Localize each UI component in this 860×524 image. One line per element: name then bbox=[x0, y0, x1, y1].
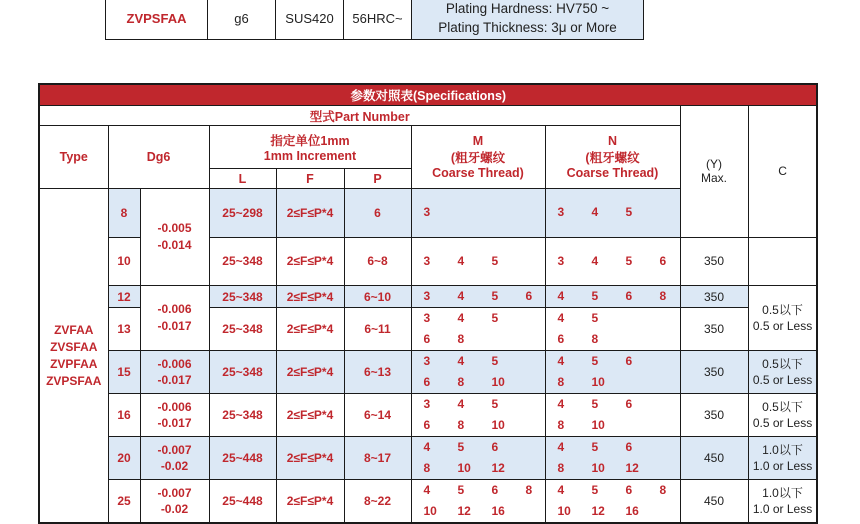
thread-size: 16 bbox=[491, 504, 505, 518]
f-range: 2≤F≤P*4 bbox=[276, 394, 344, 437]
n-threads bbox=[545, 308, 680, 351]
thread-size: 8 bbox=[557, 418, 565, 432]
thread-size: 3 bbox=[423, 205, 431, 220]
type-zvpfaa: ZVPFAA bbox=[50, 356, 98, 371]
type-zvpsfaa: ZVPSFAA bbox=[46, 373, 102, 388]
type-header: Type bbox=[39, 126, 108, 189]
thread-size: 5 bbox=[591, 440, 599, 454]
top-spec-table bbox=[105, 0, 644, 40]
thread-size: 5 bbox=[491, 253, 499, 268]
thread-size: 8 bbox=[423, 461, 431, 475]
thread-size: 10 bbox=[491, 418, 505, 432]
thread-size: 10 bbox=[491, 375, 505, 389]
thread-size: 5 bbox=[491, 397, 499, 411]
m-threads bbox=[411, 237, 545, 286]
m-threads bbox=[411, 286, 545, 308]
f-range: 2≤F≤P*4 bbox=[276, 480, 344, 524]
n-threads bbox=[545, 189, 680, 238]
m-threads bbox=[411, 437, 545, 480]
m-label: M bbox=[472, 134, 484, 148]
p-range: 6~11 bbox=[344, 308, 411, 351]
type-list bbox=[39, 189, 108, 524]
thread-size: 6 bbox=[625, 354, 633, 368]
table-row bbox=[39, 394, 817, 437]
thread-size: 5 bbox=[457, 440, 465, 454]
thread-size: 12 bbox=[625, 461, 639, 475]
thread-line bbox=[424, 458, 545, 479]
diameter: 20 bbox=[108, 437, 140, 480]
thread-size: 12 bbox=[491, 461, 505, 475]
thread-line bbox=[424, 286, 545, 307]
type-zvfaa: ZVFAA bbox=[54, 322, 94, 337]
thread-line bbox=[558, 437, 680, 458]
y-max: 350 bbox=[680, 351, 748, 394]
tol-upper: -0.006 bbox=[157, 357, 192, 371]
n-threads bbox=[545, 437, 680, 480]
thread-size: 5 bbox=[591, 311, 599, 325]
table-row bbox=[39, 286, 817, 308]
max-label: Max. bbox=[700, 171, 727, 186]
thread-line bbox=[558, 251, 680, 272]
thread-line bbox=[558, 308, 680, 329]
diameter: 10 bbox=[108, 237, 140, 286]
tolerance bbox=[140, 351, 209, 394]
p-range: 6~13 bbox=[344, 351, 411, 394]
thread-size: 5 bbox=[491, 354, 499, 368]
thread-size: 4 bbox=[457, 397, 465, 411]
tolerance bbox=[140, 189, 209, 286]
thread-size: 6 bbox=[625, 440, 633, 454]
thread-size: 6 bbox=[491, 440, 499, 454]
n-en: Coarse Thread) bbox=[566, 166, 659, 180]
tolerance bbox=[140, 394, 209, 437]
c-value bbox=[748, 286, 817, 351]
thread-size: 16 bbox=[625, 504, 639, 518]
thread-size: 4 bbox=[557, 397, 565, 411]
thread-size: 3 bbox=[557, 253, 565, 268]
thread-size: 5 bbox=[591, 354, 599, 368]
thread-size: 8 bbox=[525, 483, 533, 497]
y-max: 350 bbox=[680, 237, 748, 286]
thread-size: 4 bbox=[457, 354, 465, 368]
thread-size: 3 bbox=[423, 354, 431, 368]
type-zvsfaa: ZVSFAA bbox=[50, 339, 98, 354]
diameter: 13 bbox=[108, 308, 140, 351]
thread-size: 3 bbox=[423, 311, 431, 325]
p-range: 6~10 bbox=[344, 286, 411, 308]
c-en: 1.0 or Less bbox=[752, 459, 813, 473]
tol-upper: -0.007 bbox=[157, 486, 192, 500]
top-part-number: ZVPSFAA bbox=[106, 0, 208, 40]
c-cn: 0.5以下 bbox=[762, 400, 803, 414]
f-range: 2≤F≤P*4 bbox=[276, 308, 344, 351]
p-range: 6~8 bbox=[344, 237, 411, 286]
part-number-header: 型式Part Number bbox=[39, 106, 680, 126]
tol-upper: -0.007 bbox=[157, 443, 192, 457]
length-range: 25~348 bbox=[209, 394, 276, 437]
thread-size: 8 bbox=[457, 332, 465, 346]
m-threads bbox=[411, 308, 545, 351]
thread-size: 6 bbox=[423, 418, 431, 432]
thread-line bbox=[558, 415, 680, 436]
thread-size: 5 bbox=[625, 205, 633, 220]
m-threads bbox=[411, 351, 545, 394]
y-max: 350 bbox=[680, 308, 748, 351]
table-row bbox=[39, 480, 817, 524]
y-max: 350 bbox=[680, 394, 748, 437]
plating-thickness: Plating Thickness: 3μ or More bbox=[438, 20, 617, 35]
thread-size: 6 bbox=[625, 397, 633, 411]
thread-size: 8 bbox=[659, 289, 667, 303]
thread-size: 10 bbox=[591, 375, 605, 389]
c-cn: 0.5以下 bbox=[762, 357, 803, 371]
top-material: SUS420 bbox=[276, 0, 344, 40]
n-threads bbox=[545, 394, 680, 437]
thread-line bbox=[558, 202, 680, 223]
p-range: 6 bbox=[344, 189, 411, 238]
thread-size: 4 bbox=[557, 289, 565, 303]
tol-upper: -0.006 bbox=[157, 302, 192, 316]
thread-size: 6 bbox=[423, 332, 431, 346]
c-cn: 0.5以下 bbox=[762, 303, 803, 317]
length-range: 25~348 bbox=[209, 308, 276, 351]
c-en: 0.5 or Less bbox=[752, 416, 813, 430]
thread-size: 3 bbox=[423, 289, 431, 303]
thread-line bbox=[424, 480, 545, 501]
thread-size: 5 bbox=[491, 311, 499, 325]
length-range: 25~298 bbox=[209, 189, 276, 238]
thread-size: 3 bbox=[423, 397, 431, 411]
thread-size: 6 bbox=[423, 375, 431, 389]
c-en: 0.5 or Less bbox=[752, 373, 813, 387]
y-max: 450 bbox=[680, 437, 748, 480]
increment-en: 1mm Increment bbox=[263, 149, 357, 163]
thread-size: 6 bbox=[659, 253, 667, 268]
tolerance bbox=[140, 437, 209, 480]
n-cn: (粗牙螺纹 bbox=[585, 151, 640, 165]
diameter: 15 bbox=[108, 351, 140, 394]
length-range: 25~348 bbox=[209, 286, 276, 308]
p-header: P bbox=[344, 169, 411, 189]
increment-header bbox=[209, 126, 411, 169]
c-header: C bbox=[748, 106, 817, 238]
thread-line bbox=[558, 286, 680, 307]
n-threads bbox=[545, 480, 680, 524]
thread-size: 10 bbox=[591, 461, 605, 475]
table-row bbox=[39, 437, 817, 480]
thread-line bbox=[424, 501, 545, 522]
thread-size: 4 bbox=[423, 483, 431, 497]
thread-line bbox=[424, 437, 545, 458]
thread-line bbox=[424, 202, 545, 223]
thread-size: 10 bbox=[457, 461, 471, 475]
c-value bbox=[748, 480, 817, 524]
m-en: Coarse Thread) bbox=[432, 166, 524, 180]
thread-size: 4 bbox=[557, 483, 565, 497]
thread-size: 3 bbox=[557, 205, 565, 220]
tol-upper: -0.006 bbox=[157, 400, 192, 414]
table-row bbox=[39, 351, 817, 394]
length-range: 25~348 bbox=[209, 351, 276, 394]
thread-size: 4 bbox=[457, 311, 465, 325]
thread-size: 10 bbox=[557, 504, 571, 518]
thread-line bbox=[424, 308, 545, 329]
thread-line bbox=[558, 351, 680, 372]
thread-size: 4 bbox=[557, 311, 565, 325]
thread-size: 5 bbox=[591, 483, 599, 497]
thread-line bbox=[558, 458, 680, 479]
f-range: 2≤F≤P*4 bbox=[276, 237, 344, 286]
thread-size: 6 bbox=[625, 483, 633, 497]
c-cn: 1.0以下 bbox=[762, 443, 803, 457]
thread-size: 5 bbox=[491, 289, 499, 303]
tolerance bbox=[140, 480, 209, 524]
thread-size: 12 bbox=[591, 504, 605, 518]
diameter: 12 bbox=[108, 286, 140, 308]
thread-size: 12 bbox=[457, 504, 471, 518]
thread-line bbox=[558, 329, 680, 350]
tolerance bbox=[140, 286, 209, 351]
m-threads bbox=[411, 394, 545, 437]
tol-lower: -0.017 bbox=[157, 416, 192, 430]
thread-size: 4 bbox=[457, 289, 465, 303]
plating-hardness: Plating Hardness: HV750 ~ bbox=[445, 1, 610, 16]
c-value bbox=[748, 437, 817, 480]
tol-lower: -0.014 bbox=[157, 238, 192, 252]
m-threads bbox=[411, 189, 545, 238]
thread-line bbox=[424, 415, 545, 436]
n-label: N bbox=[607, 134, 618, 148]
thread-line bbox=[558, 372, 680, 393]
length-range: 25~448 bbox=[209, 437, 276, 480]
f-range: 2≤F≤P*4 bbox=[276, 437, 344, 480]
top-row bbox=[106, 0, 644, 40]
f-range: 2≤F≤P*4 bbox=[276, 351, 344, 394]
thread-line bbox=[424, 394, 545, 415]
y-label: (Y) bbox=[706, 157, 722, 172]
y-max: 350 bbox=[680, 286, 748, 308]
c-en: 1.0 or Less bbox=[752, 502, 813, 516]
thread-size: 4 bbox=[591, 253, 599, 268]
thread-size: 6 bbox=[525, 289, 533, 303]
f-range: 2≤F≤P*4 bbox=[276, 189, 344, 238]
thread-size: 6 bbox=[557, 332, 565, 346]
n-threads bbox=[545, 351, 680, 394]
n-header bbox=[545, 126, 680, 189]
length-range: 25~448 bbox=[209, 480, 276, 524]
n-threads bbox=[545, 237, 680, 286]
l-header: L bbox=[209, 169, 276, 189]
thread-size: 8 bbox=[457, 375, 465, 389]
thread-size: 4 bbox=[457, 253, 465, 268]
c-cn: 1.0以下 bbox=[762, 486, 803, 500]
c-value bbox=[748, 394, 817, 437]
thread-size: 6 bbox=[491, 483, 499, 497]
thread-size: 10 bbox=[591, 418, 605, 432]
f-header: F bbox=[276, 169, 344, 189]
tol-upper: -0.005 bbox=[157, 221, 192, 235]
thread-line bbox=[558, 501, 680, 522]
c-value bbox=[748, 351, 817, 394]
n-threads bbox=[545, 286, 680, 308]
thread-line bbox=[424, 372, 545, 393]
thread-size: 8 bbox=[457, 418, 465, 432]
increment-cn: 指定单位1mm bbox=[270, 134, 350, 148]
thread-size: 5 bbox=[625, 253, 633, 268]
y-max-header bbox=[680, 106, 748, 238]
thread-line bbox=[424, 351, 545, 372]
tol-lower: -0.02 bbox=[160, 459, 189, 473]
f-range: 2≤F≤P*4 bbox=[276, 286, 344, 308]
thread-size: 8 bbox=[659, 483, 667, 497]
tol-lower: -0.017 bbox=[157, 373, 192, 387]
thread-size: 4 bbox=[591, 205, 599, 220]
thread-size: 6 bbox=[625, 289, 633, 303]
diameter: 16 bbox=[108, 394, 140, 437]
p-range: 8~17 bbox=[344, 437, 411, 480]
thread-line bbox=[424, 329, 545, 350]
thread-line bbox=[558, 480, 680, 501]
specifications-table bbox=[38, 83, 818, 524]
y-max: 450 bbox=[680, 480, 748, 524]
length-range: 25~348 bbox=[209, 237, 276, 286]
thread-size: 5 bbox=[457, 483, 465, 497]
top-hardness: 56HRC~ bbox=[344, 0, 412, 40]
thread-size: 4 bbox=[557, 354, 565, 368]
spec-title: 参数对照表(Specifications) bbox=[39, 84, 817, 106]
thread-line bbox=[424, 251, 545, 272]
tol-lower: -0.02 bbox=[160, 502, 189, 516]
thread-size: 4 bbox=[557, 440, 565, 454]
thread-size: 8 bbox=[591, 332, 599, 346]
thread-size: 8 bbox=[557, 375, 565, 389]
diameter: 8 bbox=[108, 189, 140, 238]
c-en: 0.5 or Less bbox=[752, 319, 813, 333]
thread-size: 3 bbox=[423, 253, 431, 268]
thread-size: 8 bbox=[557, 461, 565, 475]
dg6-header: Dg6 bbox=[108, 126, 209, 189]
thread-size: 10 bbox=[423, 504, 437, 518]
thread-size: 5 bbox=[591, 397, 599, 411]
m-header bbox=[411, 126, 545, 189]
p-range: 6~14 bbox=[344, 394, 411, 437]
thread-size: 4 bbox=[423, 440, 431, 454]
thread-line bbox=[558, 394, 680, 415]
diameter: 25 bbox=[108, 480, 140, 524]
p-range: 8~22 bbox=[344, 480, 411, 524]
m-cn: (粗牙螺纹 bbox=[450, 151, 506, 165]
tol-lower: -0.017 bbox=[157, 319, 192, 333]
top-tolerance: g6 bbox=[208, 0, 276, 40]
m-threads bbox=[411, 480, 545, 524]
thread-size: 5 bbox=[591, 289, 599, 303]
top-plating-note bbox=[412, 0, 644, 40]
